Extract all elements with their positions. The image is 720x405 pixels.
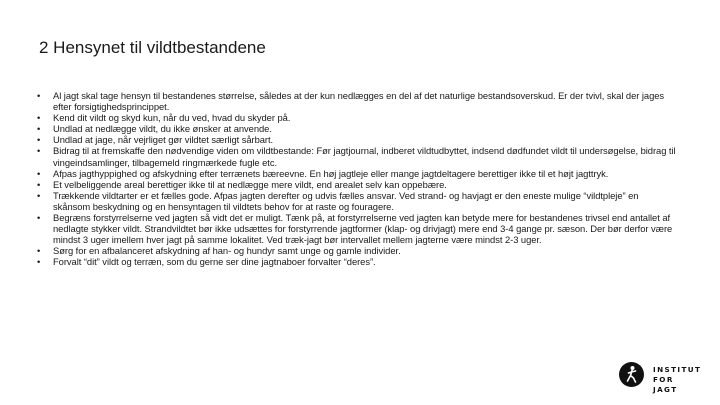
bullet-icon: • [37, 134, 41, 146]
list-item [36, 256, 676, 267]
list-item [36, 145, 676, 167]
bullet-icon: • [37, 212, 41, 224]
bullet-text: Sørg for en afbalanceret afskydning af han- og hundyr samt unge og gamle individer. [53, 245, 401, 257]
bullet-text: Trækkende vildtarter er et fælles gode. Afpas jagten derefter og udvis fælles ansvar. Ved strand- og havjagt er den eneste mulige “vildtpleje” en skånsom beskydning og en hensyntagen til vildtets behov for at raste og fouragere. [53, 189, 639, 212]
list-item [36, 168, 676, 179]
bullet-icon: • [37, 167, 41, 179]
bullet-icon: • [37, 123, 41, 135]
bullet-icon: • [37, 112, 41, 124]
bullet-text: Afpas jagthyppighed og afskydning efter terrænets bæreevne. En høj jagtleje eller mange jagtdeltagere berettiger ikke til et højt jagttryk. [53, 167, 609, 179]
list-item [36, 123, 676, 134]
logo-text [653, 365, 701, 395]
list-item [36, 112, 676, 123]
bullet-icon: • [37, 145, 41, 157]
slide-title: 2 Hensynet til vildtbestandene [39, 38, 266, 57]
bullet-text: Begræns forstyrrelserne ved jagten så vidt det er muligt. Tænk på, at forstyrrelserne ved jagten kan betyde mere for bestandenes trivsel end antallet af nedlagte stykker vildt. Strandvildtet bør ikke udsættes for forstyrrende jagtformer (klap- og drivjagt) mere end 3-4 gange pr. sæson. Der bør derfor være mindst 3 uger imellem hver jagt på samme lokalitet. Ved træk-jagt bør intervallet mellem jagterne være mindst 2-3 uger. [53, 212, 673, 246]
list-item [36, 245, 676, 256]
list-item [36, 212, 676, 245]
bullet-text: Al jagt skal tage hensyn til bestandenes størrelse, således at der kun nedlægges en del af det naturlige bestandsoverskud. Er der tvivl, skal der jages efter forsigtighedsprincippet. [53, 90, 665, 113]
list-item [36, 134, 676, 145]
bullet-icon: • [37, 90, 41, 101]
bullet-text: Kend dit vildt og skyd kun, når du ved, hvad du skyder på. [53, 112, 291, 124]
bullet-icon: • [37, 245, 41, 257]
bullet-icon: • [37, 178, 41, 190]
bullet-text: Undlad at jage, når vejrliget gør vildtet særligt sårbart. [53, 134, 274, 146]
figure-logo-icon [619, 362, 644, 387]
logo-line-2: FOR JAGT [653, 375, 678, 394]
bullet-text: Et velbeliggende areal berettiger ikke til at nedlægge mere vildt, end arealet selv kan oppebære. [53, 178, 447, 190]
logo-line-1: INSTITUT [653, 365, 702, 374]
bullet-icon: • [37, 256, 41, 268]
bullet-text: Undlad at nedlægge vildt, du ikke ønsker at anvende. [53, 123, 272, 135]
bullet-text: Forvalt “dit” vildt og terræn, som du gerne ser dine jagtnaboer forvalter “deres”. [53, 256, 376, 268]
bullet-icon: • [37, 189, 41, 201]
bullet-list [36, 90, 676, 268]
institute-logo [619, 362, 702, 394]
bullet-text: Bidrag til at fremskaffe den nødvendige viden om vildtbestande: Før jagtjournal, indberet vildtudbyttet, indsend dødfundet vildt til undersøgelse, bidrag til vingeindsamlinger, tilbagemeld ringmærkede fugle etc. [53, 145, 676, 168]
list-item [36, 90, 676, 112]
list-item [36, 190, 676, 212]
list-item [36, 179, 676, 190]
